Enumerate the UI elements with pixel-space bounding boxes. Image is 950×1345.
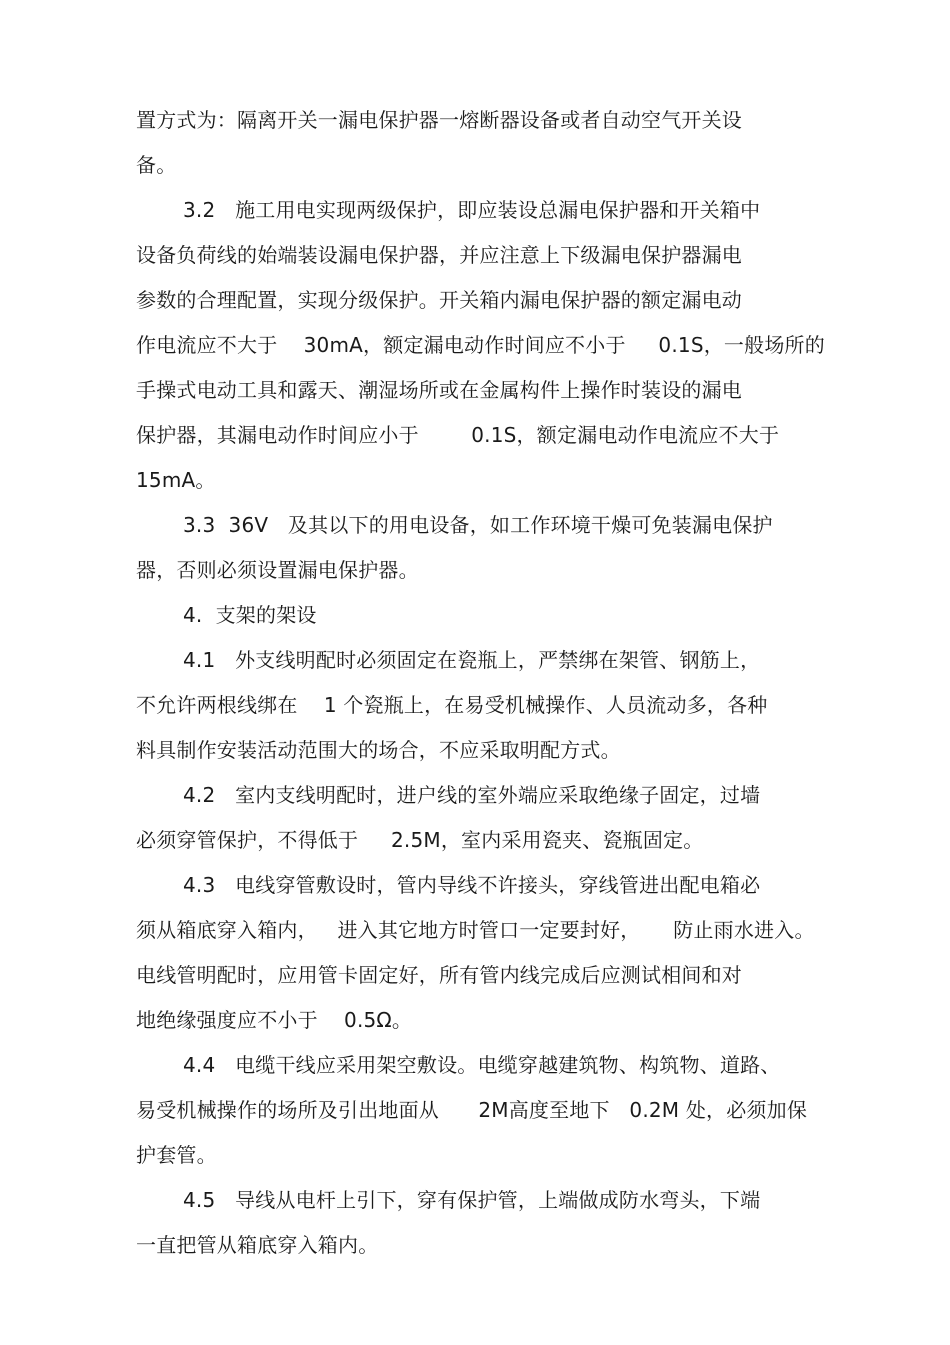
text-line: 电线管明配时，应用管卡固定好，所有管内线完成后应测试相间和对	[136, 963, 742, 987]
text-line: 保护器，其漏电动作时间应小于 0.1S，额定漏电动作电流应不大于	[136, 423, 780, 447]
text-line: 4.3 电线穿管敷设时，管内导线不许接头，穿线管进出配电箱必	[183, 873, 761, 897]
text-line: 不允许两根线绑在 1 个瓷瓶上，在易受机械操作、人员流动多，各种	[136, 693, 768, 717]
text-line: 4.1 外支线明配时必须固定在瓷瓶上，严禁绑在架管、钢筋上，	[183, 648, 761, 672]
text-line: 4.2 室内支线明配时，进户线的室外端应采取绝缘子固定，过墙	[183, 783, 761, 807]
text-line: 3.3 36V 及其以下的用电设备，如工作环境干燥可免装漏电保护	[183, 513, 773, 537]
text-line: 4.4 电缆干线应采用架空敷设。电缆穿越建筑物、构筑物、道路、	[183, 1053, 781, 1077]
text-line: 料具制作安装活动范围大的场合，不应采取明配方式。	[136, 738, 621, 762]
text-line: 一直把管从箱底穿入箱内。	[136, 1233, 379, 1257]
text-line: 15mA。	[136, 468, 216, 492]
text-line: 置方式为：隔离开关一漏电保护器一熔断器设备或者自动空气开关设	[136, 108, 742, 132]
text-line: 3.2 施工用电实现两级保护，即应装设总漏电保护器和开关箱中	[183, 198, 761, 222]
text-line: 手操式电动工具和露天、潮湿场所或在金属构件上操作时装设的漏电	[136, 378, 742, 402]
text-line: 备。	[136, 153, 177, 177]
text-line: 设备负荷线的始端装设漏电保护器，并应注意上下级漏电保护器漏电	[136, 243, 742, 267]
text-line: 参数的合理配置，实现分级保护。开关箱内漏电保护器的额定漏电动	[136, 288, 742, 312]
text-line: 易受机械操作的场所及引出地面从 2M高度至地下 0.2M 处，必须加保	[136, 1098, 808, 1122]
text-line: 地绝缘强度应不小于 0.5Ω。	[136, 1008, 413, 1032]
text-line: 器，否则必须设置漏电保护器。	[136, 558, 419, 582]
section-heading: 4. 支架的架设	[183, 603, 317, 627]
text-line: 作电流应不大于 30mA，额定漏电动作时间应不小于 0.1S，一般场所的	[136, 333, 825, 357]
text-line: 4.5 导线从电杆上引下，穿有保护管，上端做成防水弯头，下端	[183, 1188, 761, 1212]
text-line: 须从箱底穿入箱内， 进入其它地方时管口一定要封好， 防止雨水进入。	[136, 918, 815, 942]
text-line: 护套管。	[136, 1143, 217, 1167]
text-line: 必须穿管保护，不得低于 2.5M，室内采用瓷夹、瓷瓶固定。	[136, 828, 704, 852]
